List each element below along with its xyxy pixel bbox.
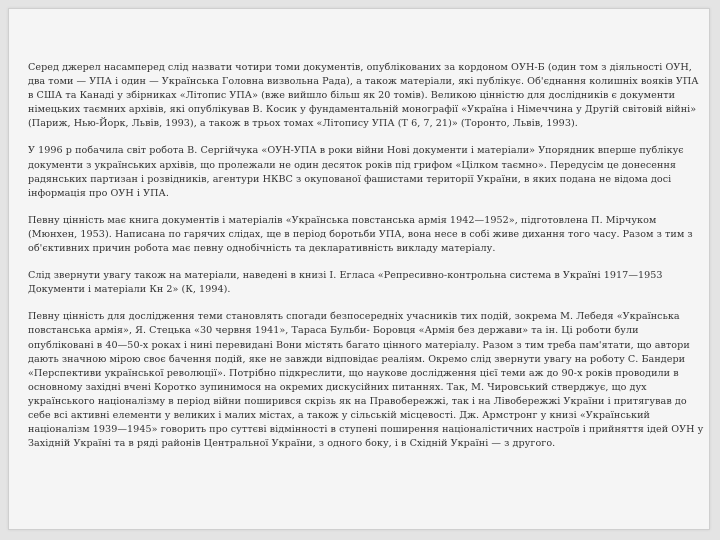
paragraph-mirchuk: Певну цінність має книга документів і матеріалів «Українська повстанська армія 1942—1952», підготовлена П. Мірчуком (Мюнхен, 1953). Написана по гарячих слідах, ще в період боротьби УПА, вона несе в собі живе дихання того часу. Разом з тим з об'єктивних причин робота має певну однобічність та декларативність викладу матеріалу.	[28, 214, 693, 255]
paragraph-sergiychuk: У 1996 р побачила світ робота В. Сергійчука «ОУН-УПА в роки війни Нові документи і матеріали» Упорядник вперше публікує документи з українських архівів, що пролежали не один десяток років під грифом «Цілком таємно». Передусім це донесення радянських партизан і розвідників, агентури НКВС з окупованої фашистами території України, в яких подана не відома досі інформація про ОУН і УПА.	[28, 145, 684, 199]
paragraph-eglas: Слід звернути увагу також на матеріали, наведені в книзі І. Егласа «Репресивно-контрольна система в Україні 1917—1953 Документи і матеріали Кн 2» (К, 1994).	[28, 270, 663, 296]
slide-page	[8, 8, 710, 530]
paragraph-memoirs: Певну цінність для дослідження теми становлять спогади безпосередніх учасників тих подій, зокрема М. Лебедя «Українська повстанська армія», Я. Стецька «30 червня 1941», Тараса Бульби- Боровця «Армія без держави» та ін. Ці роботи були опубліковані в 40—50-х роках і нині перевидані Вони містять багато цінного матеріалу. Разом з тим треба пам'ятати, що автори дають значною мірою своє бачення подій, яке не завжди відповідає реаліям. Окремо слід звернути увагу на роботу С. Бандери «Перспективи української революції». Потрібно підкреслити, що наукове дослідження цієї теми аж до 90-х років проводили в основному західні вчені Коротко зупинимося на окремих дискусійних питаннях. Так, М. Чировський стверджує, що дух українського націоналізму в період війни поширився скрізь як на Правобережжі, так і на Лівобережжі України і притягував до себе всі активні елементи у великих і малих містах, а також у сільській місцевості. Дж. Армстронг у книзі «Український націоналізм 1939—1945» говорить про суттєві відмінності в ступені поширення націоналістичних настроїв і прийняття ідей ОУН у Західній Україні та в ряді районів Центральної України, з одного боку, і в Східній Україні — з другого.	[28, 311, 704, 450]
text-body	[28, 61, 704, 464]
paragraph-sources: Серед джерел насамперед слід назвати чотири томи документів, опублікованих за кордоном ОУН-Б (один том з діяльності ОУН, два томи — УПА і один — Українська Головна визвольна Рада), а також матеріали, які публікує. Об'єднання колишніх вояків УПА в США та Канаді у збірниках «Літопис УПА» (вже вийшло більш як 20 томів). Великою цінністю для дослідників є документи німецьких таємних архівів, які опублікував В. Косик у фундаментальній монографії «Україна і Німеччина у Другій світовій війні» (Париж, Нью-Йорк, Львів, 1993), а також в трьох томах «Літопису УПА (Т 6, 7, 21)» (Торонто, Львів, 1993).	[28, 62, 699, 130]
